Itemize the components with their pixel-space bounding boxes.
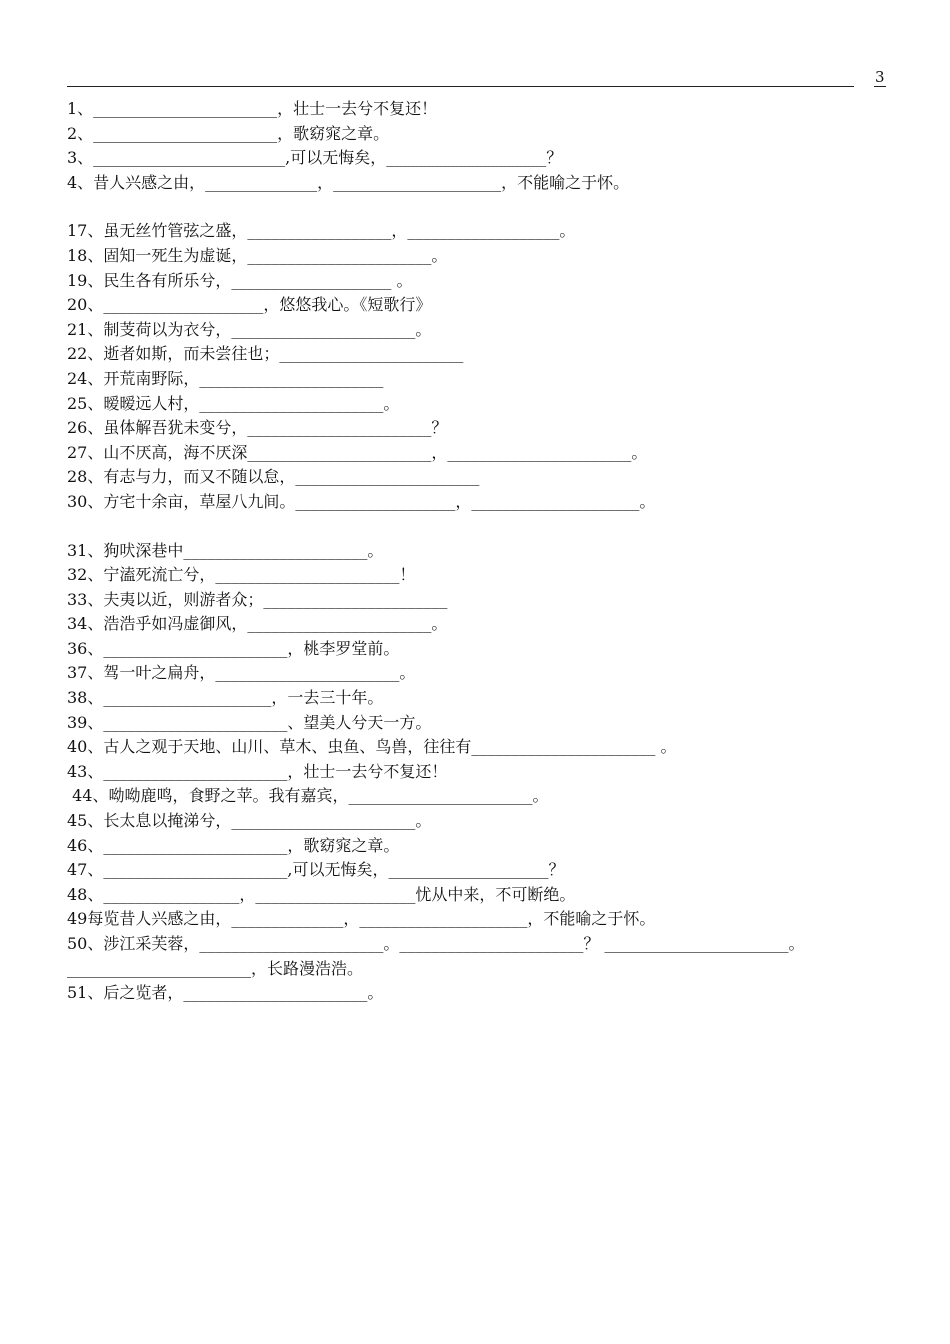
exercise-line: 1、_______________________，壮士一去兮不复还！ [67,99,438,118]
header-rule [67,86,854,87]
fill-in-list [67,97,897,1006]
exercise-line: 51、后之览者，_______________________。 [67,983,384,1003]
exercise-line: 3、________________________,可以无悔矣，____________________？ [67,148,563,168]
exercise-line: 46、_______________________，歌窈窕之章。 [67,835,400,855]
exercise-line: 21、制芰荷以为衣兮，_______________________。 [67,319,432,339]
exercise-line: 36、_______________________，桃李罗堂前。 [67,638,400,658]
exercise-line: 32、宁溘死流亡兮，_______________________！ [67,565,416,585]
exercise-line: 34、浩浩乎如冯虚御风，_______________________。 [67,614,448,634]
exercise-line: 31、狗吠深巷中_______________________。 [67,540,384,560]
exercise-line: 27、山不厌高，海不厌深_______________________，_______________________。 [67,442,648,462]
exercise-line: 48、_________________，____________________忧从中来，不可断绝。 [67,884,576,904]
exercise-line: 49每览昔人兴感之由，______________，_____________________，不能喻之于怀。 [67,909,656,929]
exercise-line: 38、_____________________，一去三十年。 [67,688,384,708]
exercise-line: 20、____________________，悠悠我心。《短歌行》 [67,295,432,315]
exercise-line: 2、_______________________，歌窈窕之章。 [67,123,390,143]
exercise-line: 50、涉江采芙蓉，_______________________。_______________________？ _______________________。 [67,934,805,953]
exercise-line: 18、固知一死生为虚诞，_______________________。 [67,245,448,265]
exercise-line: 28、有志与力，而又不随以怠，_______________________ [67,467,480,487]
exercise-line: 30、方宅十余亩，草屋八九间。____________________，_____________________。 [67,491,656,511]
blank-spacer [67,195,897,219]
exercise-line: 19、民生各有所乐兮，____________________ 。 [67,270,413,290]
exercise-line: 4、昔人兴感之由，______________，_____________________，不能喻之于怀。 [67,172,630,192]
exercise-line: _______________________，长路漫浩浩。 [67,958,364,978]
page-number: 3 [875,68,885,86]
exercise-line: 22、逝者如斯，而未尝往也；_______________________ [67,344,464,364]
exercise-line: 40、古人之观于天地、山川、草木、虫鱼、鸟兽，往往有_______________________ 。 [67,737,677,757]
exercise-line: 37、驾一叶之扁舟，_______________________。 [67,663,416,683]
exercise-line: 24、开荒南野际，_______________________ [67,368,384,388]
exercise-line: 39、_______________________、望美人兮天一方。 [67,712,432,732]
blank-spacer [67,515,897,539]
exercise-line: 17、虽无丝竹管弦之盛，__________________，___________________。 [67,221,576,241]
exercise-line: 45、长太息以掩涕兮，_______________________。 [67,811,432,831]
exercise-line: 43、_______________________，壮士一去兮不复还！ [67,761,448,781]
exercise-line: 33、夫夷以近，则游者众；_______________________ [67,589,448,609]
exercise-line: 44、呦呦鹿鸣，食野之苹。我有嘉宾，_______________________。 [67,786,549,806]
exercise-line: 26、虽体解吾犹未变兮，_______________________？ [67,418,448,438]
exercise-line: 47、_______________________,可以无悔矣，____________________？ [67,860,565,880]
exercise-line: 25、暧暧远人村，_______________________。 [67,393,400,413]
